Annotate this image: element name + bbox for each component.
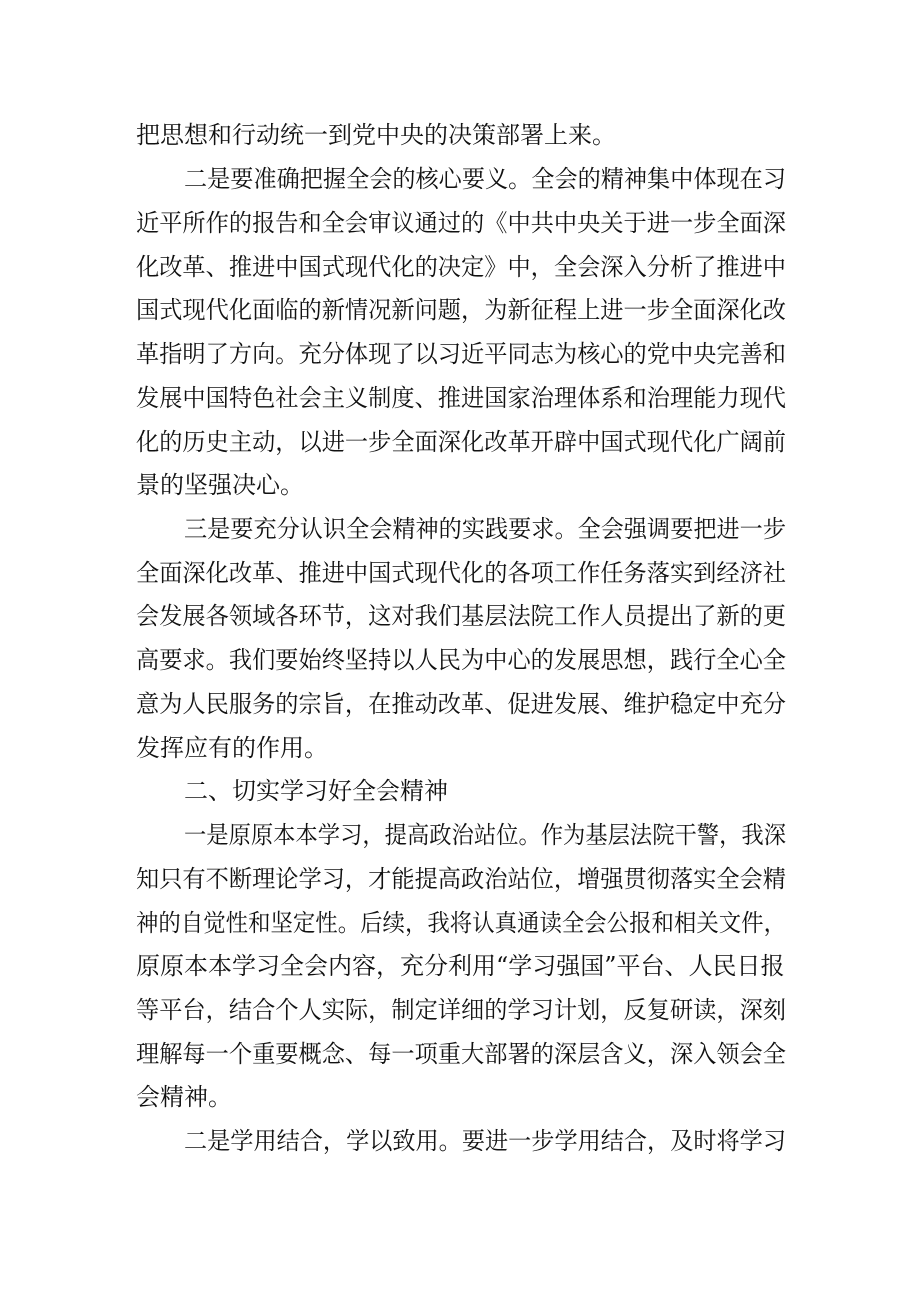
text-line: 化改革、推进中国式现代化的决定》中，全会深入分析了推进中 [136, 253, 787, 281]
text-line: 近平所作的报告和全会审议通过的《中共中央关于进一步全面深 [136, 209, 787, 237]
text-line: 革指明了方向。充分体现了以习近平同志为核心的党中央完善和 [136, 340, 787, 368]
paragraph-first-line: 三是要充分认识全会精神的实践要求。全会强调要把进一步 [184, 515, 786, 543]
text-line: 原原本本学习全会内容，充分利用“学习强国”平台、人民日报 [136, 952, 785, 980]
paragraph-first-line: 二是学用结合，学以致用。要进一步学用结合，及时将学习 [184, 1127, 786, 1155]
text-line: 国式现代化面临的新情况新问题，为新征程上进一步全面深化改 [136, 296, 787, 324]
paragraph-first-line: 一是原原本本学习，提高政治站位。作为基层法院干警，我深 [184, 821, 786, 849]
text-line: 化的历史主动，以进一步全面深化改革开辟中国式现代化广阔前 [136, 428, 787, 456]
text-line: 发挥应有的作用。 [136, 734, 328, 762]
text-line: 把思想和行动统一到党中央的决策部署上来。 [136, 121, 616, 149]
text-line: 知只有不断理论学习，才能提高政治站位，增强贯彻落实全会精 [136, 865, 787, 893]
paragraph-first-line: 二是要准确把握全会的核心要义。全会的精神集中体现在习 [184, 165, 786, 193]
text-line: 会精神。 [136, 1083, 232, 1111]
text-line: 理解每一个重要概念、每一项重大部署的深层含义，深入领会全 [136, 1040, 787, 1068]
text-line: 等平台，结合个人实际，制定详细的学习计划，反复研读，深刻 [136, 996, 787, 1024]
text-line: 会发展各领域各环节，这对我们基层法院工作人员提出了新的更 [136, 602, 787, 630]
text-line: 意为人民服务的宗旨，在推动改革、促进发展、维护稳定中充分 [136, 690, 787, 718]
text-line: 全面深化改革、推进中国式现代化的各项工作任务落实到经济社 [136, 559, 787, 587]
section-heading: 二、切实学习好全会精神 [184, 777, 448, 805]
text-line: 发展中国特色社会主义制度、推进国家治理体系和治理能力现代 [136, 384, 787, 412]
text-line: 高要求。我们要始终坚持以人民为中心的发展思想，践行全心全 [136, 646, 787, 674]
text-line: 神的自觉性和坚定性。后续，我将认真通读全会公报和相关文件， [136, 909, 786, 937]
text-line: 景的坚强决心。 [136, 471, 304, 499]
